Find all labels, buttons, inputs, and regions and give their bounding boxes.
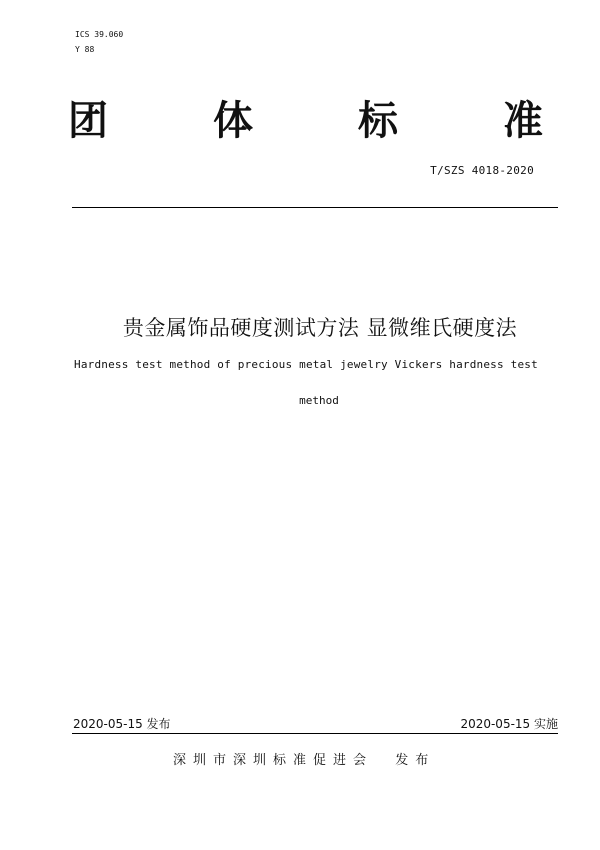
- ccs-code: Y 88: [75, 45, 95, 54]
- top-divider: [72, 207, 558, 208]
- main-title-char: 团: [68, 98, 108, 144]
- main-title-char: 准: [503, 98, 543, 144]
- issuer: 深圳市深圳标准促进会 发布: [173, 753, 436, 768]
- publish-date: 2020-05-15 发布: [73, 717, 171, 731]
- main-title-char: 体: [213, 98, 253, 144]
- main-title-char: 标: [358, 98, 398, 144]
- document-title-cn: 贵金属饰品硬度测试方法 显微维氏硬度法: [122, 316, 518, 340]
- ics-code: ICS 39.060: [75, 30, 124, 39]
- bottom-divider: [72, 733, 558, 734]
- document-title-en-line1: Hardness test method of precious metal jewelry Vickers hardness test: [74, 358, 538, 371]
- main-title: [68, 96, 543, 146]
- document-title-en-line2: method: [299, 394, 339, 407]
- implementation-date: 2020-05-15 实施: [460, 717, 558, 731]
- standard-code: T/SZS 4018-2020: [430, 164, 534, 177]
